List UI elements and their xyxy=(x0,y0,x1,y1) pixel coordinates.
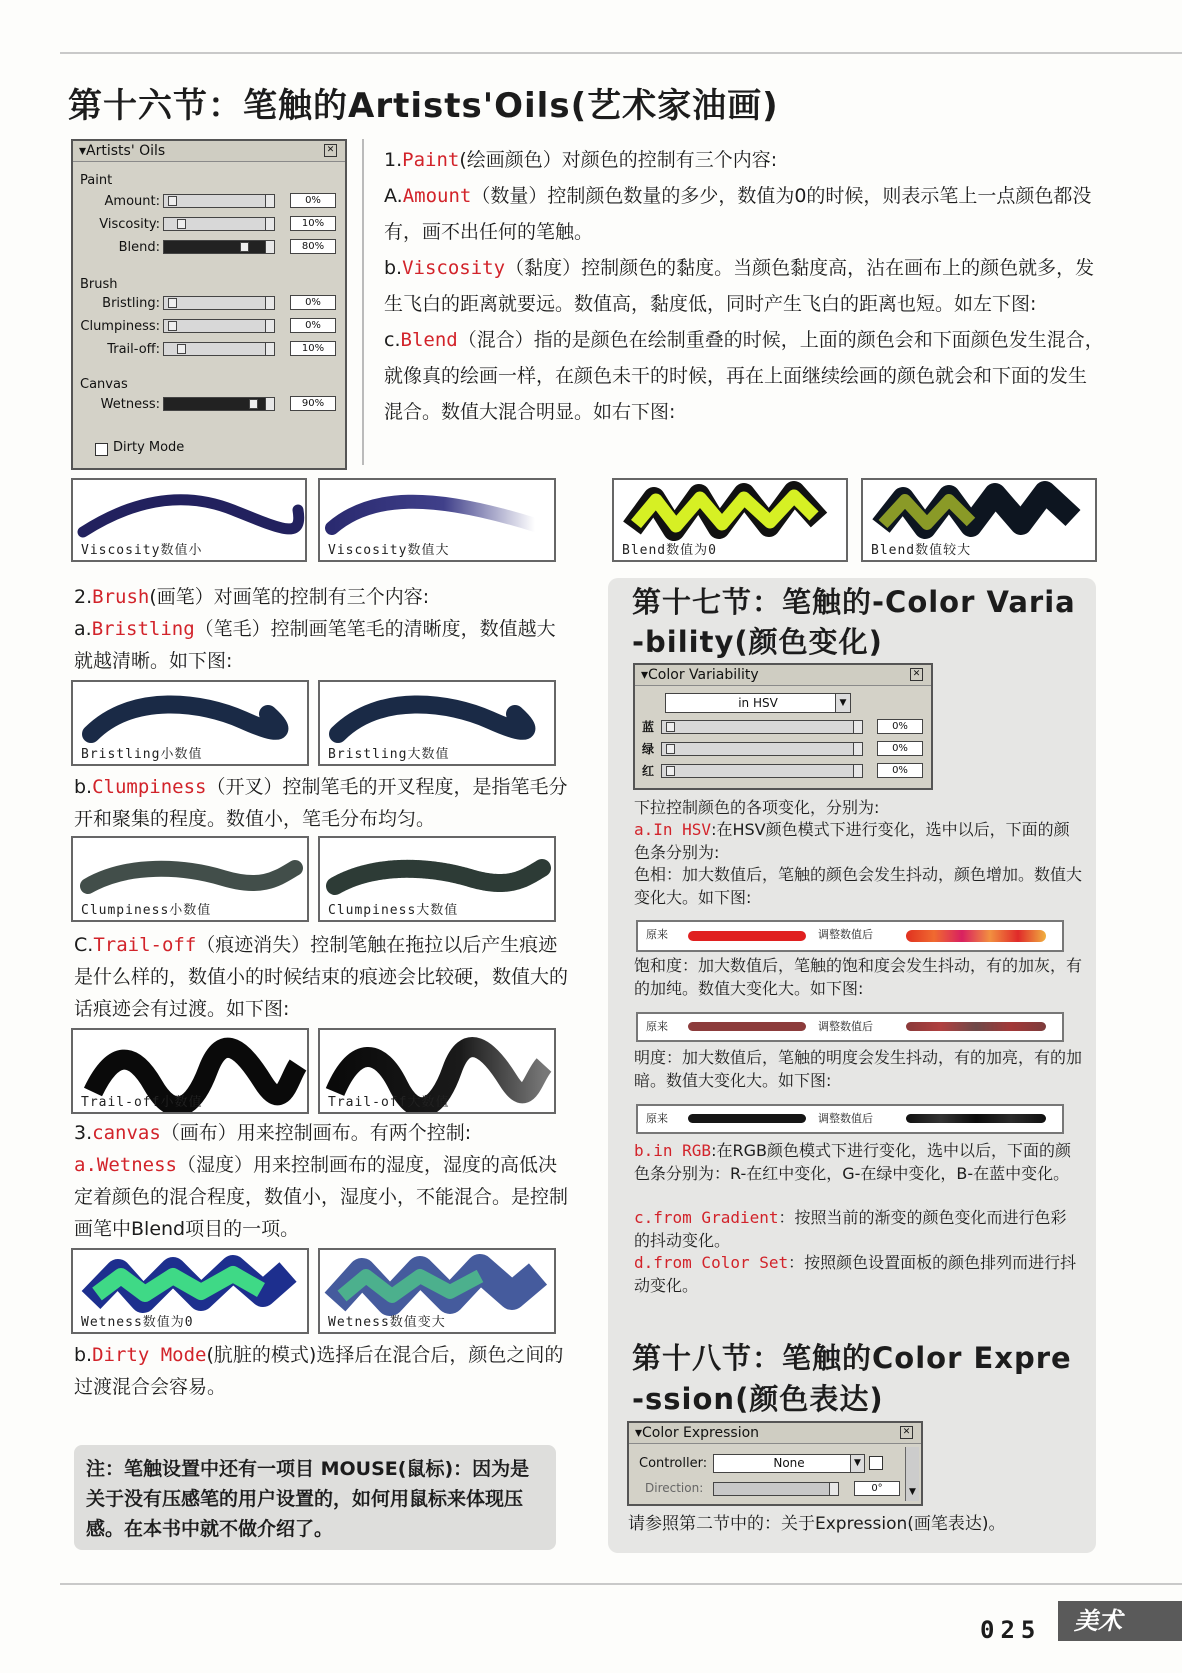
ce-controller-dropdown[interactable] xyxy=(713,1454,865,1473)
cv-intro: 下拉控制颜色的各项变化，分别为: xyxy=(634,798,880,817)
trailoff-para: C.Trail-off（痕迹消失）控制笔触在拖拉以后产生痕迹是什么样的，数值小的时候结束的痕迹会比较硬，数值大的话痕迹会有过渡。如下图: xyxy=(74,934,569,1020)
cv-hsv-para: a.In HSV:在HSV颜色模式下进行变化，选中以后，下面的颜色条分别为: xyxy=(634,820,1070,862)
sat-strip-adjusted-stroke xyxy=(906,1022,1046,1031)
trailoff-label: Trail-off: xyxy=(107,342,160,357)
blend-value[interactable]: 80% xyxy=(290,239,336,254)
cv-row3-value[interactable]: 0% xyxy=(877,763,923,778)
clumpiness-slider[interactable] xyxy=(163,319,275,333)
amount-label: Amount: xyxy=(104,194,160,209)
cv-colorset-para: d.from Color Set：按照颜色设置面板的颜色排列而进行抖动变化。 xyxy=(634,1253,1077,1295)
cv-rgb-para: b.in RGB:在RGB颜色模式下进行变化，选中以后，下面的颜色条分别为：R-在红中变化，G-在绿中变化，B-在蓝中变化。 xyxy=(634,1141,1071,1183)
cv-row3-label: 红 xyxy=(642,764,655,778)
light-strip-adjusted-label: 调整数值后 xyxy=(818,1112,873,1125)
ce-invert-checkbox[interactable] xyxy=(869,1456,883,1470)
ce-controller-label: Controller: xyxy=(639,1456,708,1471)
blend-large-caption: Blend数值较大 xyxy=(871,543,972,558)
brush-heading: 2.Brush(画笔）对画笔的控制有三个内容: xyxy=(74,586,430,608)
footer-logo xyxy=(1058,1601,1182,1641)
clumpiness-small-caption: Clumpiness小数值 xyxy=(81,903,212,918)
brush-group-label: Brush xyxy=(80,277,118,292)
color-expression-panel xyxy=(627,1421,923,1506)
cv-sat-para: 饱和度：加大数值后，笔触的饱和度会发生抖动，有的加灰，有的加纯。数值大变化大。如下图: xyxy=(634,956,1083,998)
paint-heading: 1.Paint(绘画颜色）对颜色的控制有三个内容: xyxy=(384,149,778,171)
trailoff-small-caption: Trail-off小数值 xyxy=(81,1095,203,1110)
light-strip-orig-label: 原来 xyxy=(646,1112,668,1125)
hue-strip-adjusted-label: 调整数值后 xyxy=(818,928,873,941)
blend-zero-sample xyxy=(612,478,848,562)
blend-large-sample xyxy=(861,478,1097,562)
hue-strip-adjusted-stroke xyxy=(906,930,1046,942)
ce-titlebar[interactable] xyxy=(629,1423,921,1444)
cv-mode-value: in HSV xyxy=(738,696,778,710)
clumpiness-large-caption: Clumpiness大数值 xyxy=(328,903,459,918)
ce-direction-value[interactable]: 0° xyxy=(854,1481,900,1496)
lightness-strip xyxy=(636,1104,1064,1134)
blend-label: Blend: xyxy=(118,240,160,255)
bristling-small-sample xyxy=(71,680,309,766)
paint-description xyxy=(384,142,1104,430)
paint-group-label: Paint xyxy=(80,173,113,188)
panel-title: Artists' Oils xyxy=(86,143,166,159)
trailoff-small-sample xyxy=(71,1028,309,1114)
wetness-zero-caption: Wetness数值为0 xyxy=(81,1315,194,1330)
amount-slider[interactable] xyxy=(163,194,275,208)
cv-hue-para: 色相：加大数值后，笔触的颜色会发生抖动，颜色增加。数值大变化大。如下图: xyxy=(634,865,1083,907)
mouse-note xyxy=(74,1445,556,1550)
wetness-zero-sample xyxy=(71,1248,309,1334)
clumpiness-label: Clumpiness: xyxy=(80,319,160,334)
bristling-large-caption: Bristling大数值 xyxy=(328,747,450,762)
note-text: 注：笔触设置中还有一项目 MOUSE(鼠标)：因为是关于没有压感笔的用户设置的，如何用鼠标来体现压感。在本书中就不做介绍了。 xyxy=(86,1458,530,1540)
dirty-mode-para: b.Dirty Mode(肮脏的模式)选择后在混合后，颜色之间的过渡混合会容易。 xyxy=(74,1344,564,1398)
wetness-label: Wetness: xyxy=(100,397,160,412)
wetness-large-sample xyxy=(318,1248,556,1334)
cv-row1-value[interactable]: 0% xyxy=(877,719,923,734)
viscosity-small-caption: Viscosity数值小 xyxy=(81,543,203,558)
viscosity-value[interactable]: 10% xyxy=(290,216,336,231)
cv-collapse-icon[interactable]: ▾ xyxy=(641,667,649,683)
section17-title-line2: -bility(颜色变化) xyxy=(632,625,883,659)
wetness-large-caption: Wetness数值变大 xyxy=(328,1315,446,1330)
ce-close-icon[interactable]: ✕ xyxy=(900,1426,913,1439)
ce-controller-value: None xyxy=(773,1456,805,1470)
top-rule xyxy=(60,52,1182,54)
wetness-para: a.Wetness（湿度）用来控制画布的湿度，湿度的高低决定着颜色的混合程度，数值小，湿度小，不能混合。是控制画笔中Blend项目的一项。 xyxy=(74,1154,569,1240)
canvas-group-label: Canvas xyxy=(80,377,128,392)
artists-oils-panel xyxy=(71,139,347,470)
chevron-down-icon[interactable]: ▼ xyxy=(835,694,850,712)
bristling-small-caption: Bristling小数值 xyxy=(81,747,203,762)
close-icon[interactable]: ✕ xyxy=(324,144,337,157)
bristling-label: Bristling: xyxy=(102,296,160,311)
canvas-heading: 3.canvas（画布）用来控制画布。有两个控制: xyxy=(74,1122,472,1144)
cv-title: Color Variability xyxy=(648,667,759,683)
blend-slider[interactable] xyxy=(163,240,275,254)
blend-zero-caption: Blend数值为0 xyxy=(622,543,717,558)
cv-row1-slider[interactable] xyxy=(661,720,863,734)
light-strip-orig-stroke xyxy=(688,1114,806,1123)
hue-strip-orig-label: 原来 xyxy=(646,928,668,941)
clumpiness-value[interactable]: 0% xyxy=(290,318,336,333)
cv-row2-slider[interactable] xyxy=(661,742,863,756)
clumpiness-small-sample xyxy=(71,836,309,922)
clumpiness-large-sample xyxy=(318,836,556,922)
viscosity-slider[interactable] xyxy=(163,217,275,231)
dirty-mode-checkbox[interactable] xyxy=(95,443,108,456)
hue-strip xyxy=(636,920,1064,952)
cv-close-icon[interactable]: ✕ xyxy=(910,668,923,681)
light-strip-adjusted-stroke xyxy=(906,1114,1046,1123)
wetness-value[interactable]: 90% xyxy=(290,396,336,411)
viscosity-large-sample xyxy=(318,478,556,562)
trailoff-value[interactable]: 10% xyxy=(290,341,336,356)
sat-strip-orig-stroke xyxy=(688,1022,806,1031)
ce-chevron-down-icon[interactable]: ▼ xyxy=(850,1455,864,1472)
ce-direction-slider[interactable] xyxy=(713,1482,839,1496)
bristling-value[interactable]: 0% xyxy=(290,295,336,310)
wetness-slider[interactable] xyxy=(163,397,275,411)
cv-row1-label: 蓝 xyxy=(642,720,655,734)
trailoff-slider[interactable] xyxy=(163,342,275,356)
cv-titlebar[interactable] xyxy=(635,665,931,686)
amount-para: A.Amount（数量）控制颜色数量的多少，数值为0的时候，则表示笔上一点颜色都没有，画不出任何的笔触。 xyxy=(384,185,1092,243)
cv-gradient-para: c.from Gradient：按照当前的渐变的颜色变化而进行色彩的抖动变化。 xyxy=(634,1208,1067,1250)
collapse-triangle-icon[interactable]: ▾ xyxy=(79,143,87,159)
trailoff-large-caption: Trail-off大数值 xyxy=(328,1095,450,1110)
ce-scroll-down-icon[interactable]: ▼ xyxy=(905,1447,919,1501)
ce-reference-text: 请参照第二节中的：关于Expression(画笔表达)。 xyxy=(628,1514,1006,1534)
ce-direction-label: Direction: xyxy=(645,1481,704,1495)
ce-title: Color Expression xyxy=(642,1425,760,1441)
bristling-slider[interactable] xyxy=(163,296,275,310)
dirty-mode-label: Dirty Mode xyxy=(113,440,185,455)
section16-title: 第十六节：笔触的Artists'Oils(艺术家油画) xyxy=(68,86,779,126)
page-number: 025 xyxy=(980,1616,1042,1644)
ce-collapse-icon[interactable]: ▾ xyxy=(635,1425,643,1441)
viscosity-para: b.Viscosity（黏度）控制颜色的黏度。当颜色黏度高，沾在画布上的颜色就多，发生飞白的距离就要远。数值高，黏度低，同时产生飞白的距离也短。如左下图: xyxy=(384,257,1095,315)
section18-title-line1: 第十八节：笔触的Color Expre xyxy=(632,1341,1072,1375)
cv-row2-label: 绿 xyxy=(642,742,655,756)
cv-mode-dropdown[interactable] xyxy=(665,693,851,713)
cv-row3-slider[interactable] xyxy=(661,764,863,778)
saturation-strip xyxy=(636,1012,1064,1042)
viscosity-large-caption: Viscosity数值大 xyxy=(328,543,450,558)
cv-row2-value[interactable]: 0% xyxy=(877,741,923,756)
section18-title-line2: -ssion(颜色表达) xyxy=(632,1382,884,1416)
bristling-large-sample xyxy=(318,680,556,766)
sat-strip-adjusted-label: 调整数值后 xyxy=(818,1020,873,1033)
bristling-para: a.Bristling（笔毛）控制画笔笔毛的清晰度，数值越大就越清晰。如下图: xyxy=(74,618,556,672)
amount-value[interactable]: 0% xyxy=(290,193,336,208)
cv-light-para: 明度：加大数值后，笔触的明度会发生抖动，有的加亮，有的加暗。数值大变化大。如下图: xyxy=(634,1048,1083,1090)
viscosity-small-sample xyxy=(71,478,307,562)
clumpiness-para: b.Clumpiness（开叉）控制笔毛的开叉程度，是指笔毛分开和聚集的程度。数值小，笔毛分布均匀。 xyxy=(74,776,568,830)
footer-logo-text: 美术 xyxy=(1074,1607,1122,1635)
section17-title-line1: 第十七节：笔触的-Color Varia xyxy=(632,585,1076,619)
blend-para: c.Blend（混合）指的是颜色在绘制重叠的时候，上面的颜色会和下面颜色发生混合，就像真的绘画一样，在颜色未干的时候，再在上面继续绘画的颜色就会和下面的发生混合。数值大混合明显。如右下图: xyxy=(384,329,1104,423)
sat-strip-orig-label: 原来 xyxy=(646,1020,668,1033)
color-variability-panel xyxy=(633,663,933,790)
hue-strip-orig-stroke xyxy=(688,931,806,941)
bottom-rule xyxy=(60,1583,1182,1585)
column-divider xyxy=(362,139,364,465)
viscosity-label: Viscosity: xyxy=(99,217,160,232)
panel-titlebar[interactable] xyxy=(73,141,345,162)
trailoff-large-sample xyxy=(318,1028,556,1114)
